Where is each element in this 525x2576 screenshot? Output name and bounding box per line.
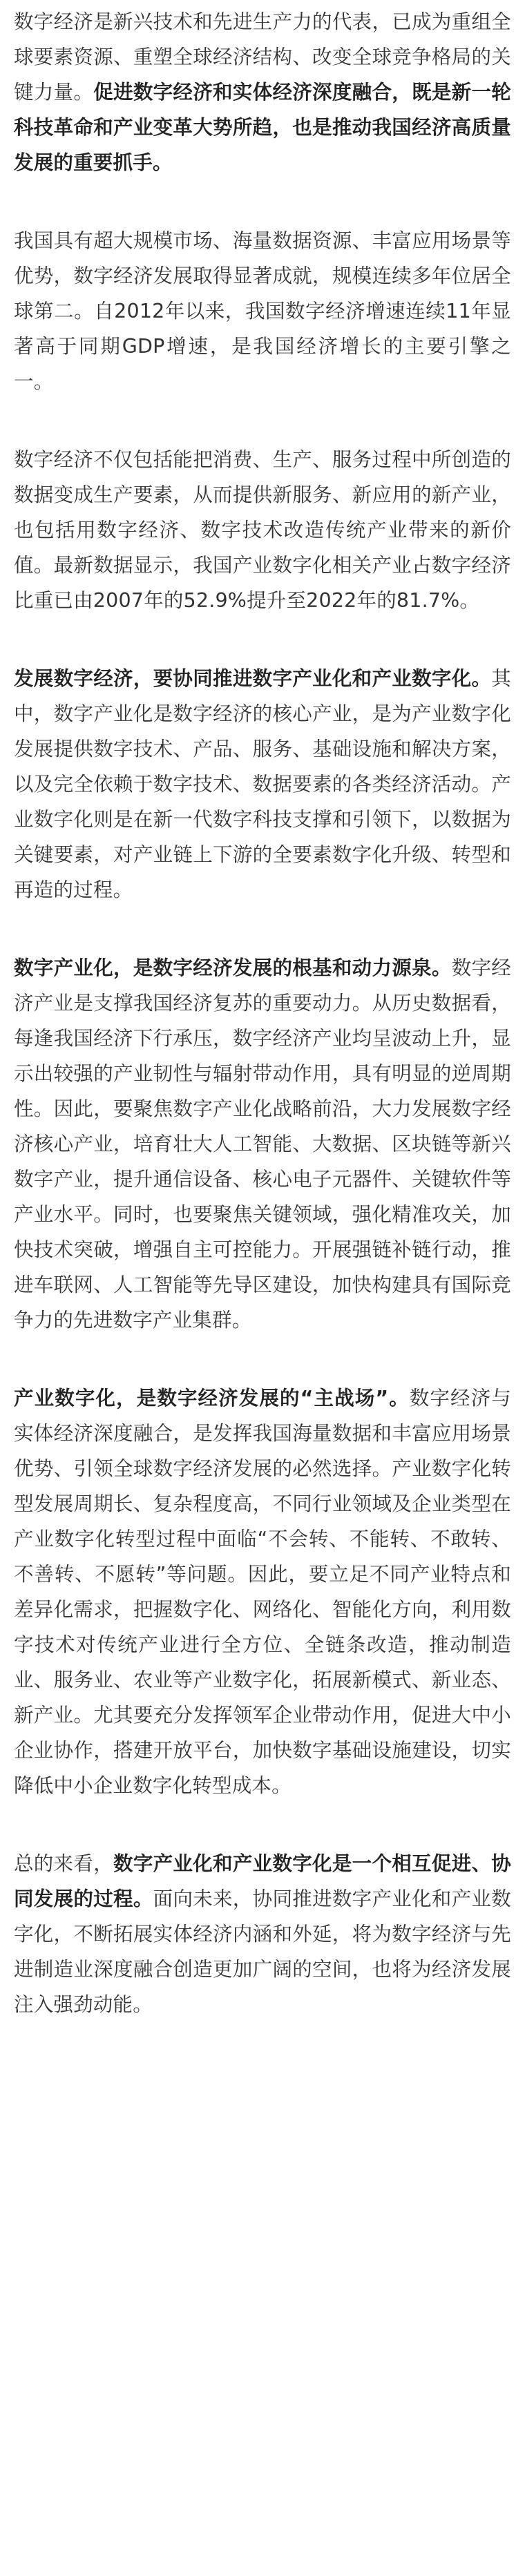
digitalization-text: 数字经济与实体经济深度融合，是发挥我国海量数据和丰富应用场景优势、引领全球数字经济发展的必然选择。产业数字化转型发展周期长、复杂程度高，不同行业领域及企业类型在产业数字化转型过程中面临“不会转、不能转、不敢转、不善转、不愿转”等问题。因此，要立足不同产业特点和差异化需求，把握数字化、网络化、智能化方向，利用数字技术对传统产业进行全方位、全链条改造，推动制造业、服务业、农业等产业数字化，拓展新模式、新业态、新产业。尤其要充分发挥领军企业带动作用，促进大中小企业协作，搭建开放平台，加快数字基础设施建设，切实降低中小企业数字化转型成本。 bbox=[14, 1387, 511, 1797]
industrialization-text: 数字经济产业是支撑我国经济复苏的重要动力。从历史数据看，每逢我国经济下行承压，数字经济产业均呈波动上升，显示出较强的产业韧性与辐射带动作用，具有明显的逆周期性。因此，要聚焦数字产业化战略前沿，大力发展数字经济核心产业，培育壮大人工智能、大数据、区块链等新兴数字产业，提升通信设备、核心电子元器件、关键软件等产业水平。同时，也要聚焦关键领域，强化精准攻关，加快技术突破，增强自主可控能力。开展强链补链行动，推进车联网、人工智能等先导区建设，加快构建具有国际竞争力的先进数字产业集群。 bbox=[14, 957, 511, 1332]
paragraph-intro bbox=[14, 4, 511, 180]
coordinated-text: 其中，数字产业化是数字经济的核心产业，是为产业数字化发展提供数字技术、产品、服务、基础设施和解决方案，以及完全依赖于数字技术、数据要素的各类经济活动。产业数字化则是在新一代数字科技支撑和引领下，以数据为关键要素，对产业链上下游的全要素数字化升级、转型和再造的过程。 bbox=[14, 667, 511, 901]
conclusion-lead: 总的来看， bbox=[14, 1852, 114, 1875]
market-advantages-text: 我国具有超大规模市场、海量数据资源、丰富应用场景等优势，数字经济发展取得显著成就，规模连续多年位居全球第二。自2012年以来，我国数字经济增速连续11年显著高于同期GDP增速，是我国经济增长的主要引擎之一。 bbox=[14, 229, 511, 393]
conclusion-highlight: 数字产业化和产业数字化是一个相互促进、协同发展的过程。 bbox=[14, 1852, 511, 1910]
intro-highlight: 促进数字经济和实体经济深度融合，既是新一轮科技革命和产业变革大势所趋，也是推动我国经济高质量发展的重要抓手。 bbox=[14, 81, 511, 174]
scope-text: 数字经济不仅包括能把消费、生产、服务过程中所创造的数据变成生产要素，从而提供新服务、新应用的新产业，也包括用数字经济、数字技术改造传统产业带来的新价值。最新数据显示，我国产业数字化相关产业占数字经济比重已由2007年的52.9%提升至2022年的81.7%。 bbox=[14, 448, 511, 612]
paragraph-market-advantages bbox=[14, 223, 511, 399]
paragraph-digital-industrialization bbox=[14, 950, 511, 1338]
paragraph-conclusion bbox=[14, 1846, 511, 2022]
coordinated-heading: 发展数字经济，要协同推进数字产业化和产业数字化。 bbox=[14, 667, 492, 690]
paragraph-industrial-digitalization bbox=[14, 1381, 511, 1803]
conclusion-text: 面向未来，协同推进数字产业化和产业数字化，不断拓展实体经济内涵和外延，将为数字经济与先进制造业深度融合创造更加广阔的空间，也将为经济发展注入强劲动能。 bbox=[14, 1887, 512, 2016]
paragraph-coordinated-development bbox=[14, 661, 511, 907]
industrialization-heading: 数字产业化，是数字经济发展的根基和动力源泉。 bbox=[14, 957, 452, 979]
intro-text: 数字经济是新兴技术和先进生产力的代表，已成为重组全球要素资源、重塑全球经济结构、改变全球竞争格局的关键力量。 bbox=[14, 10, 511, 104]
digitalization-heading: 产业数字化，是数字经济发展的“主战场”。 bbox=[14, 1387, 410, 1410]
paragraph-digital-economy-scope bbox=[14, 442, 511, 618]
